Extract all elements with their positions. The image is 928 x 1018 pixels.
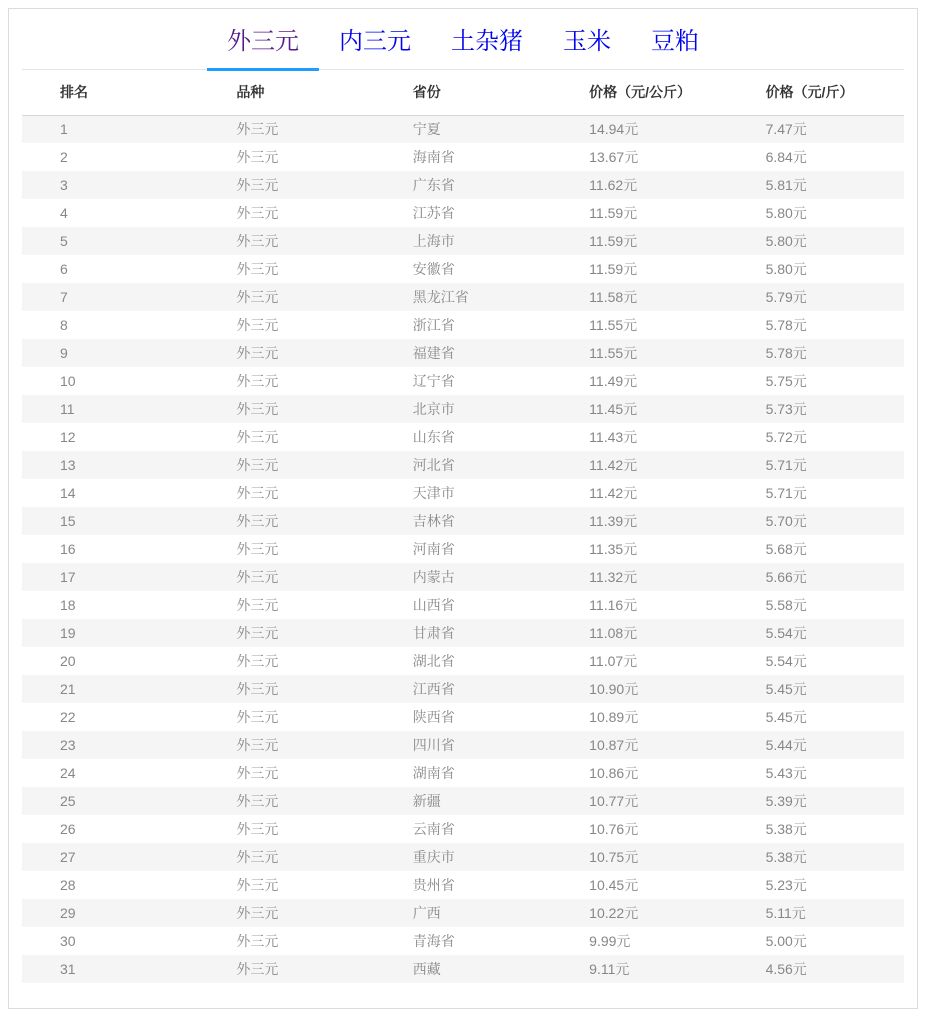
cell-price-kg: 11.45元	[551, 395, 727, 423]
cell-price-kg: 11.32元	[551, 563, 727, 591]
cell-price-kg: 11.49元	[589, 373, 638, 389]
cell-price-jin: 5.71元	[765, 485, 807, 501]
cell-breed: 外三元	[236, 429, 279, 445]
cell-breed: 外三元	[236, 709, 279, 725]
cell-price-kg: 11.08元	[551, 619, 727, 647]
cell-breed: 外三元	[236, 317, 279, 333]
cell-rank: 1	[22, 115, 198, 143]
cell-rank: 7	[22, 283, 198, 311]
cell-price-jin: 5.66元	[728, 563, 904, 591]
cell-province: 湖北省	[412, 653, 455, 669]
table-header-row	[22, 70, 904, 115]
cell-rank: 18	[60, 597, 76, 613]
cell-rank: 3	[22, 171, 198, 199]
table-row	[22, 395, 904, 423]
cell-breed: 外三元	[198, 227, 374, 255]
table-row	[22, 619, 904, 647]
col-header-province: 省份	[375, 70, 551, 115]
cell-price-jin: 5.79元	[728, 283, 904, 311]
cell-province: 上海市	[375, 227, 551, 255]
tab-neisanyuan[interactable]: 内三元	[339, 28, 411, 55]
cell-province: 内蒙古	[375, 563, 551, 591]
cell-price-jin: 5.80元	[728, 227, 904, 255]
table-row	[22, 955, 904, 983]
cell-province: 安徽省	[412, 261, 455, 277]
cell-price-jin: 5.54元	[765, 653, 807, 669]
tab-doupo[interactable]: 豆粕	[651, 28, 699, 55]
cell-breed: 外三元	[198, 451, 374, 479]
cell-price-kg: 10.90元	[551, 675, 727, 703]
cell-price-kg: 10.89元	[589, 709, 639, 725]
table-row	[22, 507, 904, 535]
cell-province: 云南省	[412, 821, 455, 837]
cell-price-jin: 7.47元	[728, 115, 904, 143]
cell-price-kg: 11.59元	[551, 227, 727, 255]
cell-price-kg: 11.43元	[589, 429, 638, 445]
cell-province: 福建省	[375, 339, 551, 367]
cell-rank: 27	[22, 843, 198, 871]
cell-rank: 19	[22, 619, 198, 647]
cell-rank: 9	[22, 339, 198, 367]
col-header-rank: 排名	[22, 70, 198, 115]
cell-rank: 23	[22, 731, 198, 759]
cell-price-kg: 11.62元	[551, 171, 727, 199]
cell-breed: 外三元	[198, 171, 374, 199]
cell-price-kg: 10.22元	[551, 899, 727, 927]
cell-price-jin: 5.38元	[765, 821, 807, 837]
cell-breed: 外三元	[236, 485, 279, 501]
table-row	[22, 451, 904, 479]
table-row	[22, 423, 904, 451]
col-header-price-jin: 价格（元/斤）	[728, 70, 904, 115]
cell-price-jin: 5.43元	[765, 765, 807, 781]
cell-breed: 外三元	[198, 787, 374, 815]
table-row	[22, 647, 904, 675]
cell-price-jin: 5.80元	[765, 261, 807, 277]
tab-waisanyuan[interactable]: 外三元	[207, 21, 319, 69]
table-body	[22, 115, 904, 983]
cell-province: 河北省	[375, 451, 551, 479]
table-row	[22, 871, 904, 899]
cell-price-kg: 11.59元	[589, 261, 638, 277]
cell-price-jin: 5.54元	[728, 619, 904, 647]
price-table-card	[8, 8, 918, 1009]
cell-breed: 外三元	[198, 955, 374, 983]
cell-price-jin: 5.78元	[728, 339, 904, 367]
cell-province: 宁夏	[375, 115, 551, 143]
cell-rank: 12	[60, 429, 76, 445]
cell-rank: 15	[22, 507, 198, 535]
table-row	[22, 591, 904, 619]
cell-rank: 20	[60, 653, 76, 669]
cell-price-kg: 11.55元	[551, 339, 727, 367]
table-row	[22, 283, 904, 311]
cell-rank: 28	[60, 877, 76, 893]
cell-province: 江西省	[375, 675, 551, 703]
cell-breed: 外三元	[236, 821, 279, 837]
cell-price-kg: 11.55元	[589, 317, 638, 333]
table-row	[22, 563, 904, 591]
cell-price-jin: 5.70元	[728, 507, 904, 535]
cell-province: 浙江省	[412, 317, 455, 333]
table-row	[22, 255, 904, 283]
cell-rank: 6	[60, 261, 68, 277]
cell-price-jin: 5.45元	[728, 675, 904, 703]
cell-breed: 外三元	[236, 653, 279, 669]
tab-tuzazhu[interactable]: 土杂猪	[451, 28, 523, 55]
cell-province: 山西省	[412, 597, 455, 613]
cell-province: 贵州省	[412, 877, 455, 893]
table-row	[22, 367, 904, 395]
cell-province: 陕西省	[412, 709, 455, 725]
cell-province: 江苏省	[412, 205, 455, 221]
tab-yumi[interactable]: 玉米	[563, 28, 611, 55]
cell-breed: 外三元	[236, 261, 279, 277]
cell-rank: 30	[60, 933, 76, 949]
cell-province: 甘肃省	[375, 619, 551, 647]
cell-province: 湖南省	[412, 765, 455, 781]
cell-price-kg: 13.67元	[589, 149, 639, 165]
cell-rank: 4	[60, 205, 68, 221]
cell-breed: 外三元	[236, 877, 279, 893]
cell-breed: 外三元	[198, 731, 374, 759]
cell-breed: 外三元	[198, 339, 374, 367]
cell-rank: 16	[60, 541, 76, 557]
cell-price-jin: 5.73元	[728, 395, 904, 423]
cell-rank: 21	[22, 675, 198, 703]
cell-province: 黑龙江省	[375, 283, 551, 311]
table-row	[22, 843, 904, 871]
cell-breed: 外三元	[236, 149, 279, 165]
cell-rank: 14	[60, 485, 76, 501]
cell-breed: 外三元	[236, 597, 279, 613]
cell-breed: 外三元	[236, 373, 279, 389]
table-row	[22, 199, 904, 227]
table-row	[22, 339, 904, 367]
cell-rank: 11	[22, 395, 198, 423]
cell-price-jin: 5.81元	[728, 171, 904, 199]
tab-bar	[22, 9, 904, 70]
cell-rank: 24	[60, 765, 76, 781]
cell-price-jin: 5.75元	[765, 373, 807, 389]
table-row	[22, 535, 904, 563]
cell-price-kg: 11.59元	[589, 205, 638, 221]
cell-province: 海南省	[412, 149, 455, 165]
table-row	[22, 731, 904, 759]
cell-price-jin: 5.44元	[728, 731, 904, 759]
cell-price-jin: 5.80元	[765, 205, 807, 221]
cell-breed: 外三元	[198, 283, 374, 311]
cell-rank: 31	[22, 955, 198, 983]
cell-price-jin: 5.68元	[765, 541, 807, 557]
cell-price-kg: 11.35元	[589, 541, 638, 557]
table-row	[22, 675, 904, 703]
cell-price-jin: 5.23元	[765, 877, 807, 893]
cell-rank: 5	[22, 227, 198, 255]
price-table	[22, 70, 904, 983]
cell-rank: 26	[60, 821, 76, 837]
cell-breed: 外三元	[198, 507, 374, 535]
cell-price-jin: 4.56元	[728, 955, 904, 983]
cell-price-kg: 10.76元	[589, 821, 639, 837]
table-row	[22, 227, 904, 255]
cell-breed: 外三元	[198, 395, 374, 423]
cell-breed: 外三元	[198, 563, 374, 591]
cell-rank: 13	[22, 451, 198, 479]
cell-price-kg: 10.77元	[551, 787, 727, 815]
cell-price-kg: 10.86元	[589, 765, 639, 781]
cell-breed: 外三元	[198, 115, 374, 143]
cell-province: 广东省	[375, 171, 551, 199]
table-row	[22, 143, 904, 171]
table-row	[22, 899, 904, 927]
cell-breed: 外三元	[198, 843, 374, 871]
cell-rank: 2	[60, 149, 68, 165]
table-row	[22, 815, 904, 843]
cell-breed: 外三元	[236, 765, 279, 781]
cell-breed: 外三元	[236, 541, 279, 557]
cell-province: 青海省	[412, 933, 455, 949]
cell-price-kg: 10.75元	[551, 843, 727, 871]
cell-price-kg: 11.58元	[551, 283, 727, 311]
cell-price-jin: 5.58元	[765, 597, 807, 613]
cell-price-jin: 5.78元	[765, 317, 807, 333]
cell-breed: 外三元	[236, 933, 279, 949]
table-row	[22, 311, 904, 339]
cell-price-jin: 5.71元	[728, 451, 904, 479]
cell-price-jin: 5.72元	[765, 429, 807, 445]
cell-price-kg: 11.07元	[589, 653, 638, 669]
cell-price-jin: 5.00元	[765, 933, 807, 949]
cell-rank: 29	[22, 899, 198, 927]
table-row	[22, 115, 904, 143]
cell-province: 北京市	[375, 395, 551, 423]
cell-rank: 17	[22, 563, 198, 591]
table-row	[22, 787, 904, 815]
cell-province: 山东省	[412, 429, 455, 445]
cell-price-jin: 5.45元	[765, 709, 807, 725]
cell-price-kg: 10.45元	[589, 877, 639, 893]
col-header-breed: 品种	[198, 70, 374, 115]
table-row	[22, 927, 904, 955]
cell-rank: 22	[60, 709, 76, 725]
cell-breed: 外三元	[198, 899, 374, 927]
cell-rank: 25	[22, 787, 198, 815]
cell-price-kg: 9.99元	[589, 933, 631, 949]
cell-rank: 8	[60, 317, 68, 333]
cell-breed: 外三元	[236, 205, 279, 221]
cell-province: 吉林省	[375, 507, 551, 535]
cell-price-jin: 5.39元	[728, 787, 904, 815]
cell-price-kg: 14.94元	[551, 115, 727, 143]
cell-price-kg: 11.16元	[589, 597, 638, 613]
cell-province: 辽宁省	[412, 373, 455, 389]
cell-rank: 10	[60, 373, 76, 389]
table-row	[22, 703, 904, 731]
cell-province: 四川省	[375, 731, 551, 759]
cell-price-jin: 6.84元	[765, 149, 807, 165]
cell-breed: 外三元	[198, 675, 374, 703]
cell-price-kg: 11.42元	[589, 485, 638, 501]
cell-price-kg: 11.42元	[551, 451, 727, 479]
cell-province: 西藏	[375, 955, 551, 983]
table-row	[22, 759, 904, 787]
cell-breed: 外三元	[198, 619, 374, 647]
col-header-price-kg: 价格（元/公斤）	[551, 70, 727, 115]
cell-province: 广西	[375, 899, 551, 927]
cell-province: 河南省	[412, 541, 455, 557]
table-row	[22, 479, 904, 507]
cell-price-kg: 10.87元	[551, 731, 727, 759]
cell-price-jin: 5.38元	[728, 843, 904, 871]
cell-price-kg: 11.39元	[551, 507, 727, 535]
cell-province: 重庆市	[375, 843, 551, 871]
cell-price-jin: 5.11元	[728, 899, 904, 927]
cell-province: 天津市	[412, 485, 455, 501]
cell-province: 新疆	[375, 787, 551, 815]
table-row	[22, 171, 904, 199]
cell-price-kg: 9.11元	[551, 955, 727, 983]
